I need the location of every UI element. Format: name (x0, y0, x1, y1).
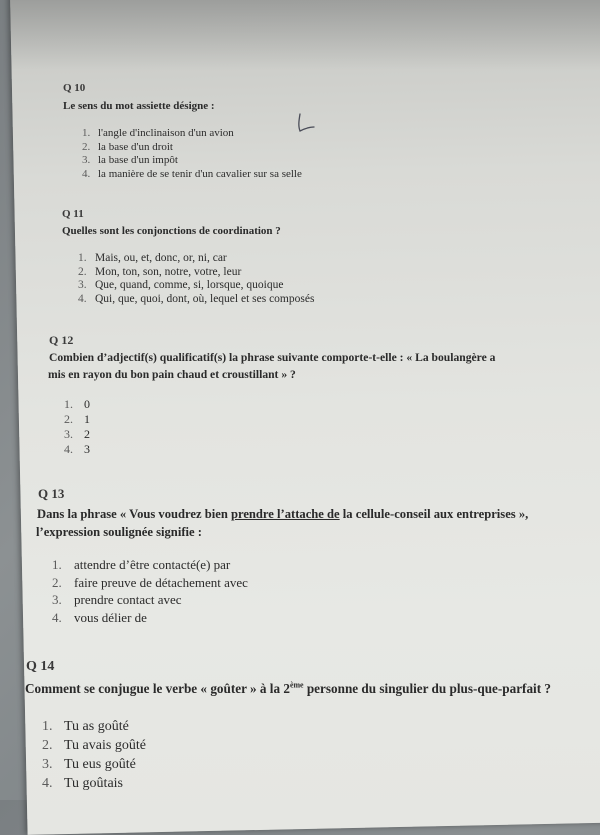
answer-options (78, 252, 314, 306)
answer-option[interactable] (82, 168, 302, 182)
option-number: 2. (64, 412, 73, 426)
option-text: Tu goûtais (64, 776, 124, 791)
option-number: 2. (52, 574, 62, 590)
option-number: 4. (42, 776, 53, 791)
option-number: 4. (78, 292, 87, 305)
option-text: Tu as goûté (64, 719, 129, 734)
answer-options (52, 556, 248, 626)
option-number: 2. (42, 738, 53, 753)
option-text: l'angle d'inclinaison d'un avion (98, 127, 234, 139)
option-text: Mais, ou, et, donc, or, ni, car (95, 252, 227, 264)
option-text: attendre d’être contacté(e) par (74, 557, 231, 572)
prompt-text: personne du singulier du plus-que-parfait ? (303, 681, 551, 696)
answer-option[interactable] (52, 609, 248, 627)
answer-option[interactable] (82, 127, 302, 141)
option-number: 2. (78, 265, 87, 278)
answer-option[interactable] (78, 279, 314, 293)
option-number: 1. (42, 719, 53, 734)
option-text: Mon, ton, son, notre, votre, leur (95, 265, 242, 278)
option-text: la manière de se tenir d'un cavalier sur sa selle (98, 167, 302, 180)
prompt-text: Dans la phrase « Vous voudrez bien (37, 507, 231, 521)
answer-option[interactable] (82, 141, 302, 155)
option-number: 3. (52, 592, 62, 607)
question-prompt: Quelles sont les conjonctions de coordination ? (62, 225, 281, 237)
question-prompt-line: l’expression soulignée signifie : (36, 525, 202, 539)
answer-option[interactable] (78, 293, 314, 307)
option-number: 1. (64, 397, 73, 411)
superscript-ordinal: ème (289, 680, 304, 690)
answer-option[interactable] (52, 556, 248, 574)
option-number: 3. (64, 427, 73, 441)
pen-mark (294, 112, 320, 134)
answer-options (42, 717, 146, 793)
option-number: 3. (78, 279, 87, 291)
answer-option[interactable] (42, 717, 146, 736)
option-text: Que, quand, comme, si, lorsque, quoique (95, 279, 284, 291)
option-text: Qui, que, quoi, dont, où, lequel et ses composés (95, 292, 315, 305)
option-number: 3. (42, 757, 53, 772)
question-number: Q 11 (62, 208, 84, 220)
answer-option[interactable] (42, 736, 146, 755)
answer-option[interactable] (78, 266, 314, 280)
option-text: 1 (84, 412, 90, 426)
option-text: Tu eus goûté (64, 757, 136, 772)
question-number: Q 12 (49, 333, 74, 347)
answer-option[interactable] (42, 755, 146, 774)
answer-option[interactable] (52, 574, 248, 592)
underlined-expression: prendre l’attache de (230, 507, 340, 521)
answer-option[interactable] (64, 427, 90, 442)
question-prompt-line: mis en rayon du bon pain chaud et croustillant » ? (48, 368, 296, 381)
answer-option[interactable] (64, 397, 90, 412)
option-number: 4. (82, 167, 91, 180)
answer-option[interactable] (82, 154, 302, 168)
question-prompt (25, 681, 551, 697)
question-number: Q 10 (63, 82, 86, 94)
option-number: 4. (64, 442, 73, 456)
answer-option[interactable] (64, 412, 90, 427)
option-number: 4. (52, 609, 62, 625)
answer-options (64, 397, 90, 457)
answer-option[interactable] (52, 591, 248, 609)
question-prompt: Le sens du mot assiette désigne : (63, 100, 215, 112)
question-number: Q 14 (26, 659, 55, 674)
option-text: 2 (84, 427, 90, 441)
question-prompt-line (37, 507, 528, 522)
question-number: Q 13 (38, 486, 65, 501)
option-text: Tu avais goûté (64, 738, 146, 753)
option-text: 0 (84, 397, 90, 411)
option-number: 3. (82, 154, 91, 166)
option-number: 1. (52, 557, 62, 572)
option-text: 3 (84, 442, 90, 456)
option-number: 1. (78, 252, 87, 264)
option-text: faire preuve de détachement avec (74, 574, 248, 590)
option-text: vous délier de (74, 609, 147, 625)
option-number: 1. (82, 127, 91, 139)
prompt-text: Comment se conjugue le verbe « goûter » à la 2 (25, 681, 290, 696)
option-text: la base d'un impôt (98, 154, 178, 166)
question-prompt-line: Combien d’adjectif(s) qualificatif(s) la phrase suivante comporte-t-elle : « La boulangère a (49, 351, 496, 364)
answer-option[interactable] (78, 252, 314, 266)
answer-options (82, 127, 302, 181)
answer-option[interactable] (64, 442, 90, 457)
answer-option[interactable] (42, 774, 146, 793)
option-text: la base d'un droit (98, 140, 173, 153)
option-text: prendre contact avec (74, 592, 182, 607)
option-number: 2. (82, 140, 91, 153)
prompt-text: la cellule-conseil aux entreprises », (339, 507, 529, 521)
